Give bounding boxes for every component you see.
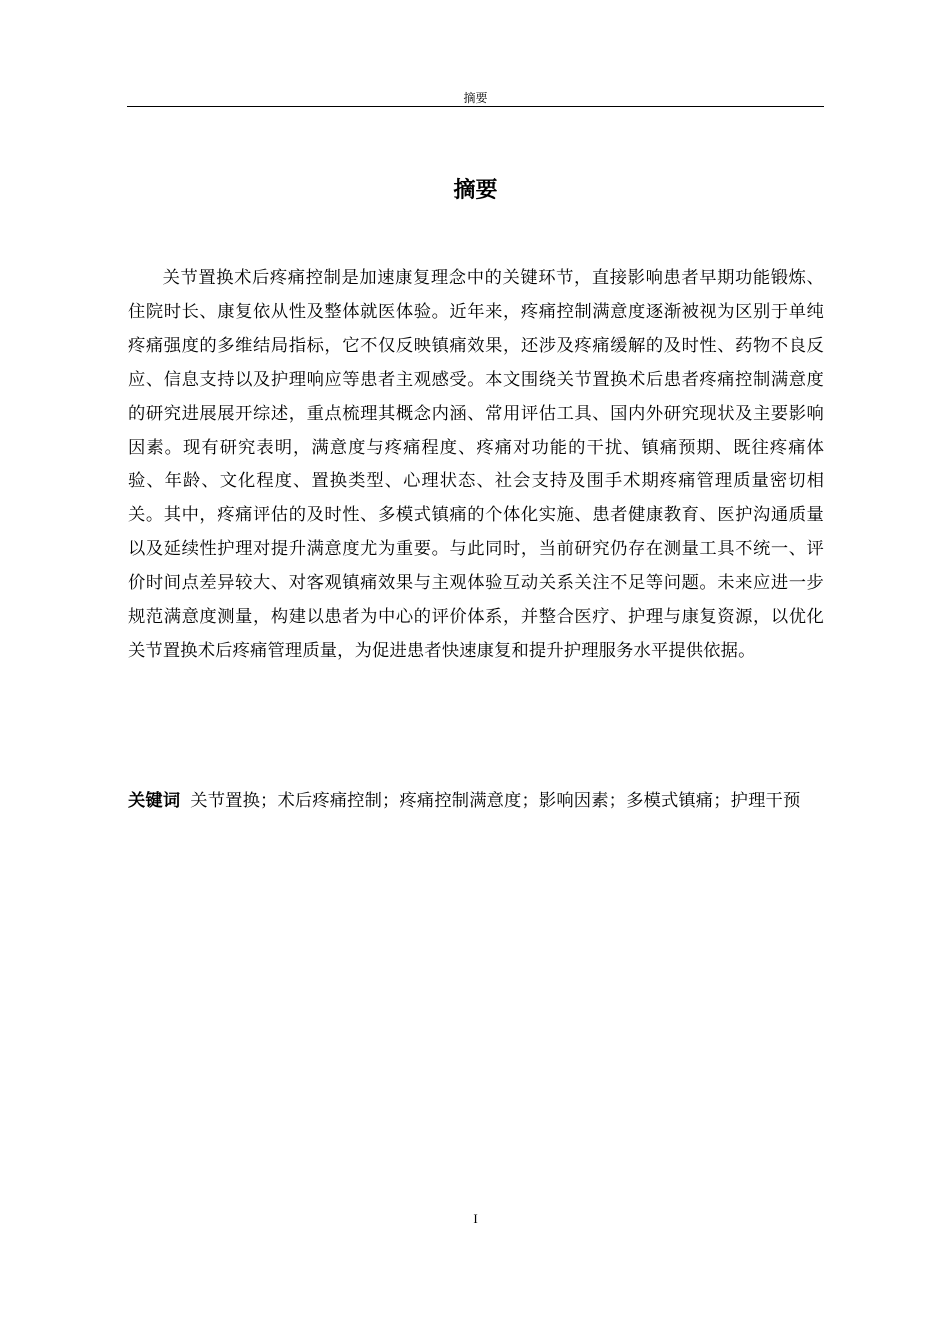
keywords-label: 关键词 — [128, 791, 181, 811]
abstract-body: 关节置换术后疼痛控制是加速康复理念中的关键环节，直接影响患者早期功能锻炼、住院时长、康复依从性及整体就医体验。近年来，疼痛控制满意度逐渐被视为区别于单纯疼痛强度的多维结局指标，它不仅反映镇痛效果，还涉及疼痛缓解的及时性、药物不良反应、信息支持以及护理响应等患者主观感受。本文围绕关节置换术后患者疼痛控制满意度的研究进展展开综述，重点梳理其概念内涵、常用评估工具、国内外研究现状及主要影响因素。现有研究表明，满意度与疼痛程度、疼痛对功能的干扰、镇痛预期、既往疼痛体验、年龄、文化程度、置换类型、心理状态、社会支持及围手术期疼痛管理质量密切相关。其中，疼痛评估的及时性、多模式镇痛的个体化实施、患者健康教育、医护沟通质量以及延续性护理对提升满意度尤为重要。与此同时，当前研究仍存在测量工具不统一、评价时间点差异较大、对客观镇痛效果与主观体验互动关系关注不足等问题。未来应进一步规范满意度测量，构建以患者为中心的评价体系，并整合医疗、护理与康复资源，以优化关节置换术后疼痛管理质量，为促进患者快速康复和提升护理服务水平提供依据。 — [128, 268, 824, 661]
keywords-text: 关节置换；术后疼痛控制；疼痛控制满意度；影响因素；多模式镇痛；护理干预 — [190, 791, 801, 811]
keywords-paragraph — [128, 785, 824, 819]
running-header: 摘要 — [463, 91, 488, 105]
header-divider — [127, 106, 824, 107]
page-title: 摘要 — [453, 178, 498, 203]
page-number: I — [473, 1211, 478, 1226]
